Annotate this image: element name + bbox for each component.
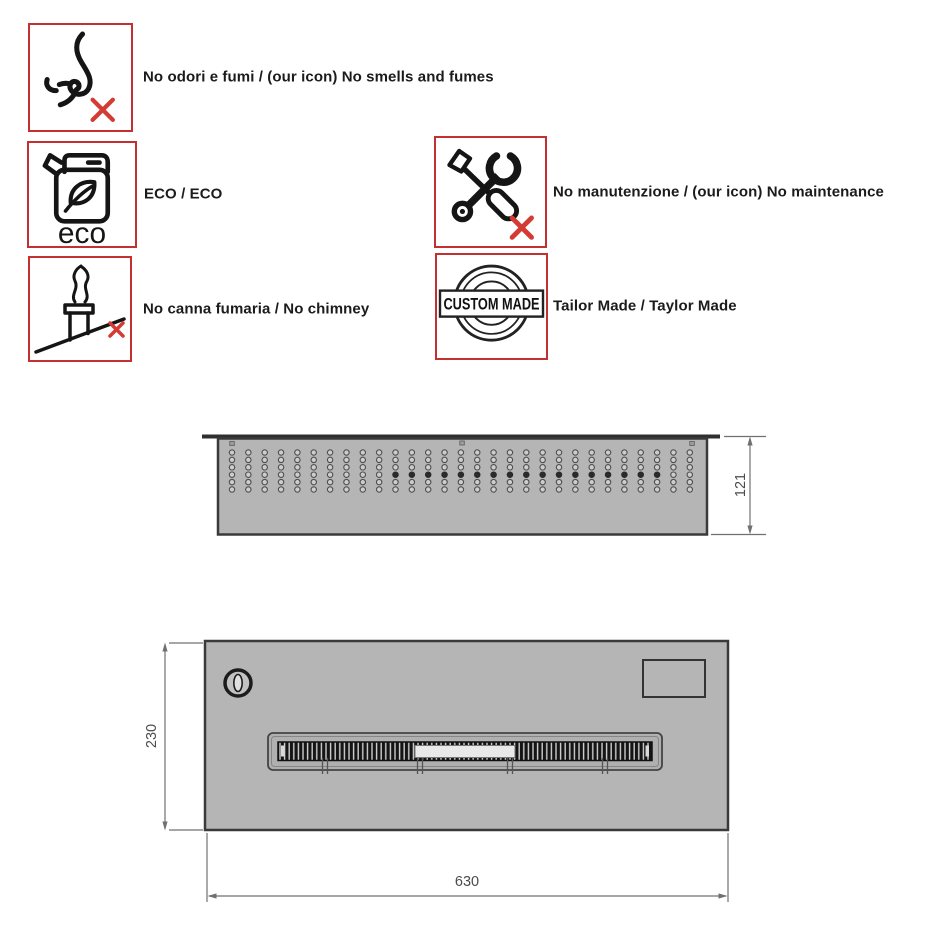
no-maintenance-icon-box — [434, 136, 547, 248]
dimension-label-height: 121 — [733, 472, 750, 498]
custom-made-icon-box — [435, 253, 548, 360]
nose-glyph — [47, 34, 91, 105]
feature-label: Tailor Made / Taylor Made — [553, 297, 737, 315]
tools-crossed-icon — [436, 138, 545, 246]
red-cross-icon — [93, 100, 113, 120]
eco-fuel-can-icon — [29, 143, 135, 246]
grill-end-notch-right — [646, 746, 650, 757]
dimension-label-width: 630 — [454, 874, 480, 890]
feature-label: No canna fumaria / No chimney — [143, 300, 370, 318]
top-view-drawing — [135, 630, 795, 915]
dimension-label-depth: 230 — [144, 723, 161, 749]
red-cross-icon — [512, 218, 531, 237]
slider-lid — [415, 746, 515, 758]
red-cross-icon — [110, 323, 123, 336]
eco-icon-box — [27, 141, 137, 248]
jerrycan-glyph — [45, 155, 108, 221]
burner-slot — [268, 733, 662, 774]
stamp-text: CUSTOM MADE — [443, 296, 540, 314]
width-dimension — [207, 833, 728, 902]
eco-icon-text: eco — [57, 216, 107, 246]
feature-label: ECO / ECO — [144, 185, 223, 203]
no-smells-icon-box — [28, 23, 133, 132]
grill-end-notch-left — [281, 746, 285, 757]
no-chimney-icon-box — [28, 256, 132, 362]
nose-crossed-icon — [30, 25, 131, 130]
depth-dimension — [144, 643, 203, 831]
control-knob — [225, 670, 251, 696]
feature-label: No manutenzione / (our icon) No maintenance — [553, 183, 884, 201]
custom-made-stamp-icon — [437, 255, 546, 358]
stamp-glyph — [440, 266, 543, 340]
chimney-glyph — [36, 266, 124, 352]
side-view-drawing — [150, 425, 790, 550]
feature-label: No odori e fumi / (our icon) No smells and fumes — [143, 68, 494, 86]
height-dimension — [711, 437, 766, 535]
chimney-crossed-icon — [30, 258, 130, 360]
